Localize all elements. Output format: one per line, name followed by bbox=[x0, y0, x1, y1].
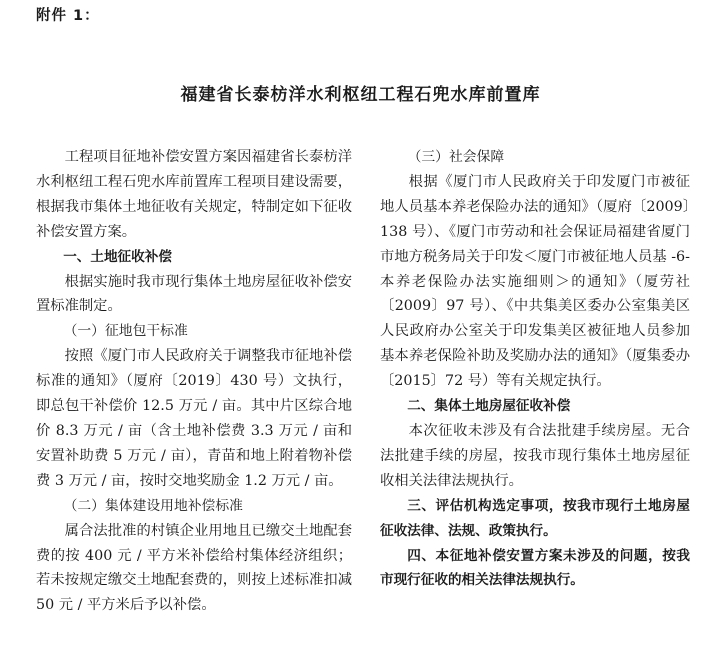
intro-paragraph: 工程项目征地补偿安置方案因福建省长泰枋洋水利枢纽工程石兜水库前置库工程项目建设需要，根据我市集体土地征收有关规定，特制定如下征收补偿安置方案。 bbox=[36, 149, 352, 240]
left-column bbox=[36, 145, 352, 618]
paragraph-social-security: 根据《厦门市人民政府关于印发厦门市被征地人员基本养老保险办法的通知》（厦府〔2009〕138 号）、《厦门市劳动和社会保证局福建省厦门市地方税务局关于印发＜厦门市被征地人员基 -6- 本养老保险办法实施细则＞的通知》（厦劳社〔2009〕97 号）、《中共集美区委办公室集美区人民政府办公室关于印发集美区被征地人员参加基本养老保险补助及奖励办法的通知》（厦集委办〔2015〕72 号）等有关规定执行。 bbox=[380, 173, 690, 390]
subsection-heading-lump-sum: （一）征地包干标准 bbox=[63, 323, 188, 340]
section-other-issues: 四、本征地补偿安置方案未涉及的问题，按我市现行征收的相关法律法规执行。 bbox=[380, 547, 690, 589]
paragraph-house-compensation: 本次征收未涉及有合法批建手续房屋。无合法批建手续的房屋，按我市现行集体土地房屋征收相关法律法规执行。 bbox=[380, 422, 690, 489]
right-column bbox=[380, 145, 690, 593]
paragraph-standard-basis: 根据实施时我市现行集体土地房屋征收补偿安置标准制定。 bbox=[36, 273, 352, 315]
document-title: 福建省长泰枋洋水利枢纽工程石兜水库前置库 bbox=[180, 85, 541, 105]
section-heading-house-compensation: 二、集体土地房屋征收补偿 bbox=[407, 398, 571, 415]
paragraph-collective-land-standard: 属合法批准的村镇企业用地且已缴交土地配套费的按 400 元 / 平方米补偿给村集体经济组织；若未按规定缴交土地配套费的，则按上述标准扣减 50 元 / 平方米后予以补偿。 bbox=[36, 522, 352, 614]
paragraph-lump-sum-standard: 按照《厦门市人民政府关于调整我市征地补偿标准的通知》（厦府〔2019〕430 号）文执行，即总包干补偿价 12.5 万元 / 亩。其中片区综合地价 8.3 万元 / 亩（含土地补偿费 3.3 万元 / 亩和安置补助费 5 万元 / 亩），青苗和地上附着物补偿费 3 万元 / 亩，按时交地奖励金 1.2 万元 / 亩。 bbox=[36, 348, 352, 489]
subsection-heading-social-security: （三）社会保障 bbox=[407, 149, 505, 165]
section-assessment-agency: 三、评估机构选定事项，按我市现行土地房屋征收法律、法规、政策执行。 bbox=[380, 497, 690, 539]
section-heading-land-compensation: 一、土地征收补偿 bbox=[63, 248, 172, 265]
subsection-heading-collective-land: （二）集体建设用地补偿标准 bbox=[63, 497, 243, 514]
attachment-label: 附件 1： bbox=[36, 8, 100, 24]
